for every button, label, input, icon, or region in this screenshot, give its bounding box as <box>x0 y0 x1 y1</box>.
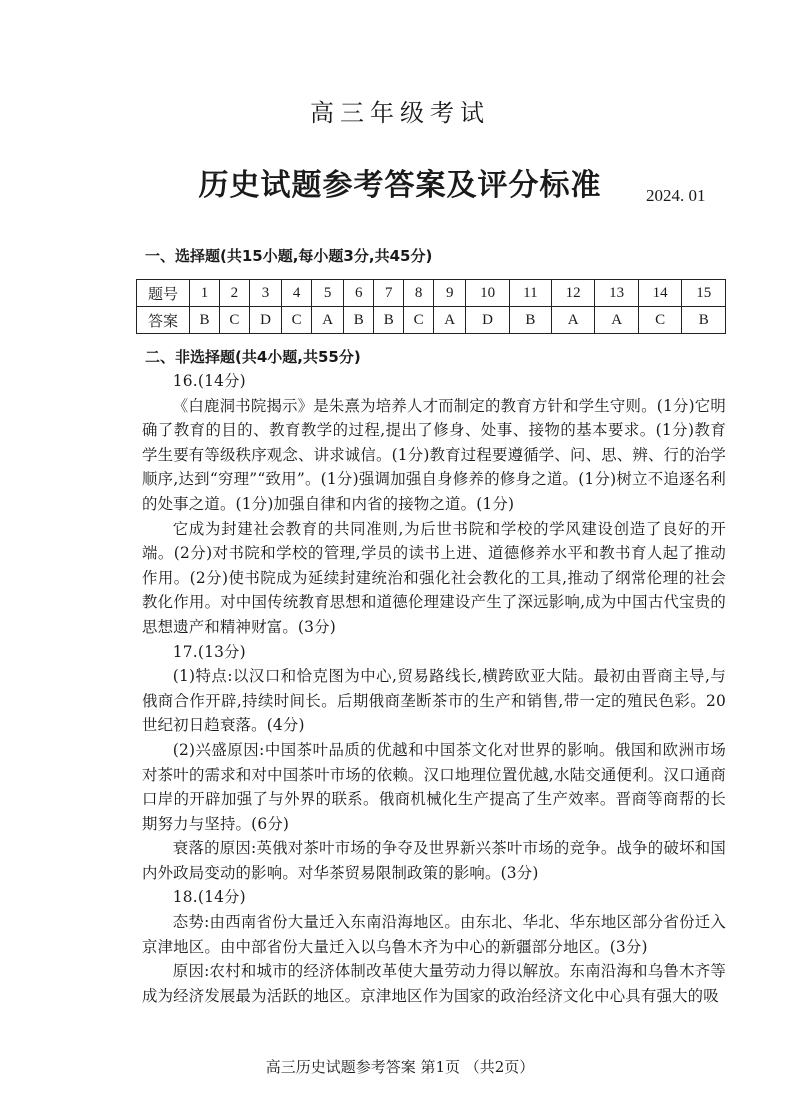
question-number: 2 <box>219 280 249 307</box>
question-number: 13 <box>595 280 639 307</box>
question-number: 15 <box>682 280 726 307</box>
answer-row <box>137 307 726 334</box>
question-number: 9 <box>434 280 466 307</box>
q17-label: 17.(13分) <box>172 642 246 661</box>
answer-cell: C <box>404 307 434 334</box>
q18-answer-part1: 态势:由西南省份大量迁入东南沿海地区。由东北、华北、华东地区部分省份迁入京津地区。由中部省份大量迁入以乌鲁木齐为中心的新疆部分地区。(3分) <box>142 913 726 956</box>
answer-table <box>136 279 726 334</box>
question-number: 7 <box>374 280 404 307</box>
question-number: 3 <box>249 280 281 307</box>
answer-cell: B <box>374 307 404 334</box>
answer-cell: A <box>551 307 595 334</box>
q16-label: 16.(14分) <box>172 372 246 390</box>
section2-body <box>142 369 726 1008</box>
answer-cell: A <box>595 307 639 334</box>
answer-cell: A <box>312 307 344 334</box>
answer-cell: C <box>638 307 682 334</box>
question-number: 8 <box>404 280 434 307</box>
exam-title: 高三年级考试 <box>310 99 490 127</box>
answer-cell: D <box>466 307 510 334</box>
answer-cell: B <box>509 307 551 334</box>
question-number: 5 <box>312 280 344 307</box>
section2-heading: 二、非选择题(共4小题,共55分) <box>145 348 361 366</box>
question-number: 14 <box>638 280 682 307</box>
question-number: 4 <box>282 280 312 307</box>
answer-cell: B <box>190 307 220 334</box>
q17-answer-part2: (2)兴盛原因:中国茶叶品质的优越和中国茶文化对世界的影响。俄国和欧洲市场对茶叶的需求和对中国茶叶市场的依赖。汉口地理位置优越,水陆交通便利。汉口通商口岸的开辟加强了与外界的联系。俄商机械化生产提高了生产效率。晋商等商帮的长期努力与坚持。(6分) <box>142 740 726 833</box>
row-label-number: 题号 <box>137 280 190 307</box>
q18-answer-part2: 原因:农村和城市的经济体制改革使大量劳动力得以解放。东南沿海和乌鲁木齐等成为经济发展最为活跃的地区。京津地区作为国家的政治经济文化中心具有强大的吸 <box>142 962 726 1005</box>
question-number: 1 <box>190 280 220 307</box>
exam-date: 2024. 01 <box>646 186 706 205</box>
q17-answer-part3: 衰落的原因:英俄对茶叶市场的争夺及世界新兴茶叶市场的竞争。战争的破坏和国内外政局变动的影响。对华茶贸易限制政策的影响。(3分) <box>142 839 726 882</box>
section1-heading: 一、选择题(共15小题,每小题3分,共45分) <box>145 247 433 265</box>
row-label-answer: 答案 <box>137 307 190 334</box>
question-number: 12 <box>551 280 595 307</box>
q16-answer-part2: 它成为封建社会教育的共同准则,为后世书院和学校的学风建设创造了良好的开端。(2分)对书院和学校的管理,学员的读书上进、道德修养水平和教书育人起了推动作用。(2分)使书院成为延续封建统治和强化社会教化的工具,推动了纲常伦理的社会教化作用。对中国传统教育思想和道德伦理建设产生了深远影响,成为中国古代宝贵的思想遗产和精神财富。(3分) <box>142 519 726 636</box>
answer-cell: C <box>282 307 312 334</box>
q16-answer-part1: 《白鹿洞书院揭示》是朱熹为培养人才而制定的教育方针和学生守则。(1分)它明确了教育的目的、教育教学的过程,提出了修身、处事、接物的基本要求。(1分)教育学生要有等级秩序观念、讲求诚信。(1分)教育过程要遵循学、问、思、辨、行的治学顺序,达到“穷理”“致用”。(1分)强调加强自身修养的修身之道。(1分)树立不追逐名利的处事之道。(1分)加强自律和内省的接物之道。(1分) <box>142 396 726 513</box>
page-footer: 高三历史试题参考答案 第1页 （共2页） <box>265 1058 535 1076</box>
answer-cell: D <box>249 307 281 334</box>
q18-label: 18.(14分) <box>172 888 246 907</box>
q17-answer-part1: (1)特点:以汉口和恰克图为中心,贸易路线长,横跨欧亚大陆。最初由晋商主导,与俄商合作开辟,持续时间长。后期俄商垄断茶市的生产和销售,带一定的殖民色彩。20世纪初日趋衰落。(4分) <box>142 667 726 735</box>
question-number: 6 <box>344 280 374 307</box>
answer-cell: B <box>344 307 374 334</box>
question-number: 11 <box>509 280 551 307</box>
answer-cell: B <box>682 307 726 334</box>
page-title: 历史试题参考答案及评分标准 <box>198 168 602 203</box>
answer-cell: C <box>219 307 249 334</box>
answer-cell: A <box>434 307 466 334</box>
question-number-row <box>137 280 726 307</box>
question-number: 10 <box>466 280 510 307</box>
